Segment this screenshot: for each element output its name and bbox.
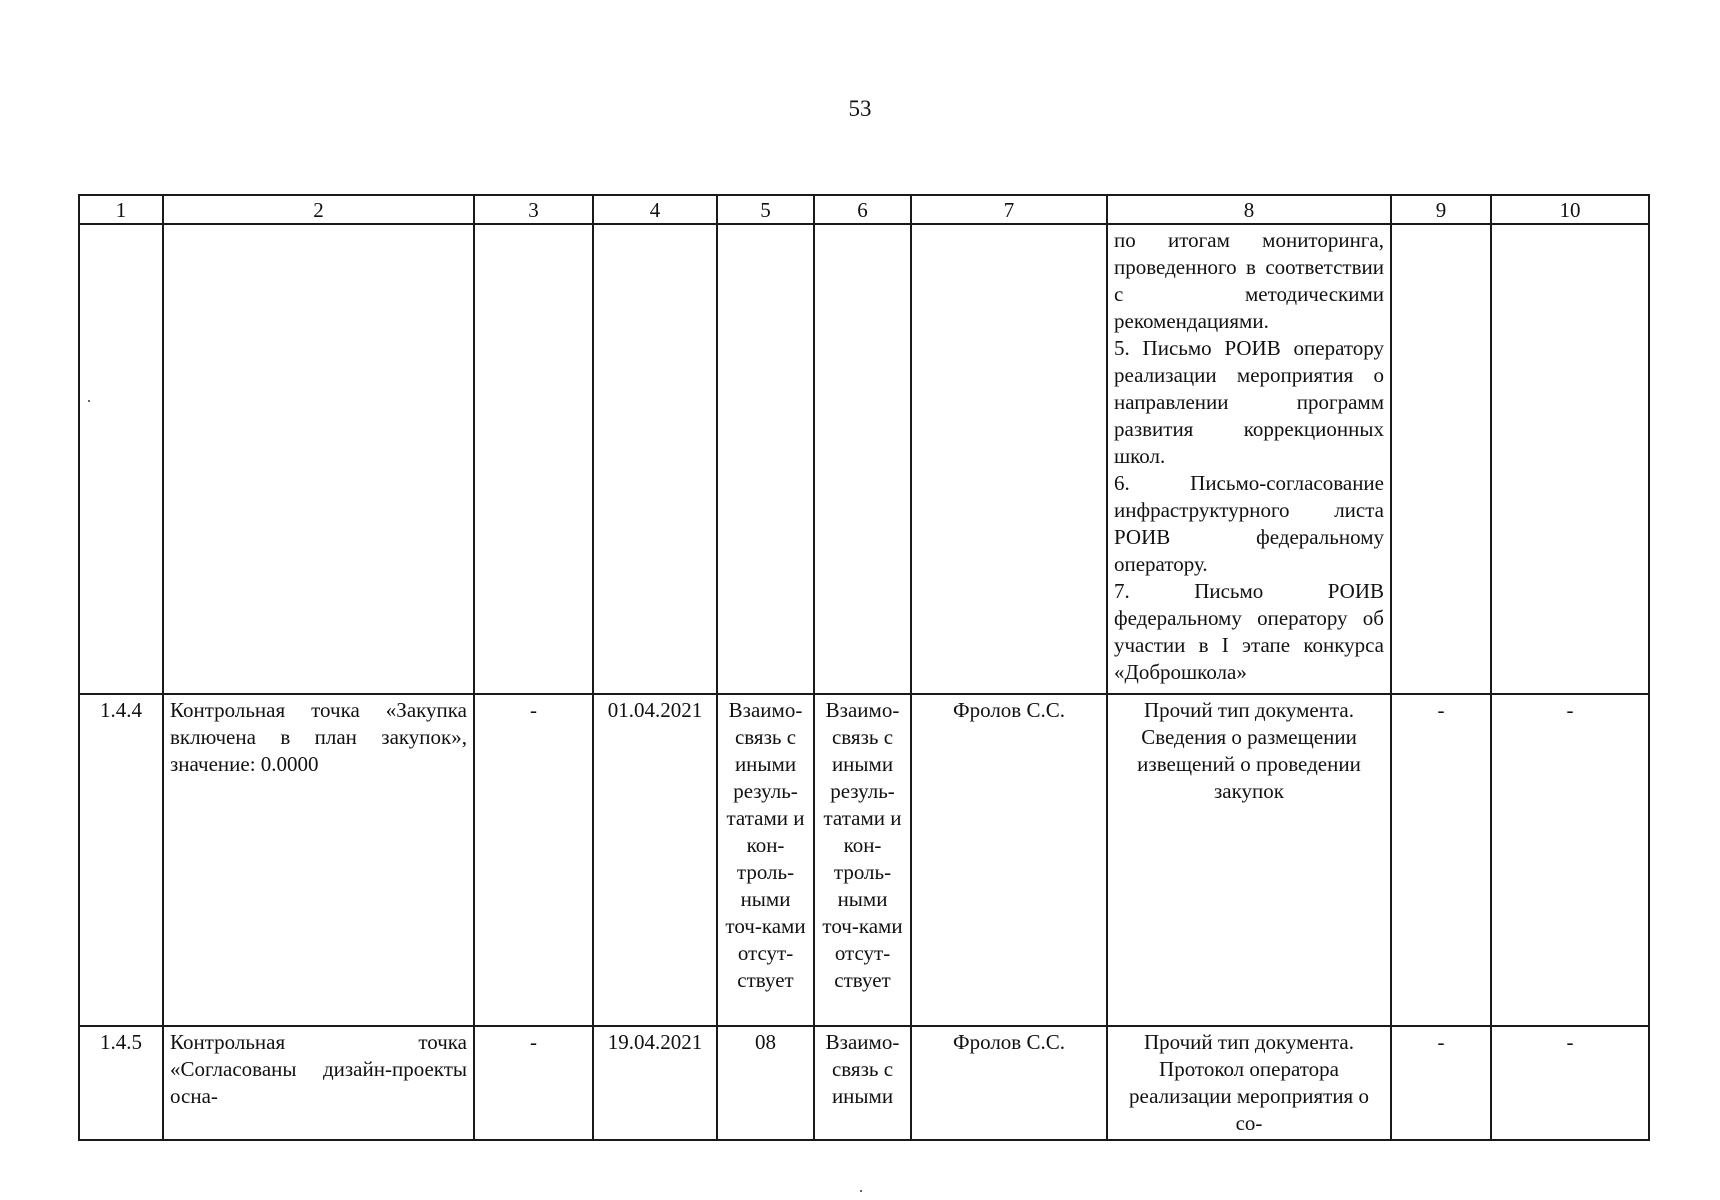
table-cell: -: [474, 694, 593, 1026]
document-cell: Прочий тип документа. Сведения о размещении извещений о проведении закупок: [1107, 694, 1391, 1026]
column-header: 9: [1391, 195, 1491, 224]
date-cell: 01.04.2021: [593, 694, 717, 1026]
responsible-cell: Фролов С.С.: [911, 1026, 1107, 1140]
table-cell: -: [474, 1026, 593, 1140]
column-header: 10: [1491, 195, 1649, 224]
column-header: 2: [163, 195, 474, 224]
column-header: 1: [79, 195, 163, 224]
row-number-cell: 1.4.4: [79, 694, 163, 1026]
column-header: 5: [717, 195, 814, 224]
table-cell: [814, 224, 911, 694]
table-cell: [163, 224, 474, 694]
table-cell: -: [1391, 1026, 1491, 1140]
column-header: 7: [911, 195, 1107, 224]
name-cell: Контрольная точка «Закупка включена в план закупок», значение: 0.0000: [163, 694, 474, 1026]
table-cell: [474, 224, 593, 694]
table-cell: [593, 224, 717, 694]
document-table: [78, 194, 1650, 1141]
table-row: [79, 1026, 1649, 1140]
table-cell: -: [1391, 694, 1491, 1026]
scan-speck: [88, 400, 90, 402]
table-cell: [911, 224, 1107, 694]
table-header-row: [79, 195, 1649, 224]
column-header: 8: [1107, 195, 1391, 224]
relation-cell: Взаимо-связь с иными резуль-татами и кон-троль-ными точ-ками отсут-ствует: [814, 694, 911, 1026]
table-cell: -: [1491, 694, 1649, 1026]
column-header: 4: [593, 195, 717, 224]
relation-cell: Взаимо-связь с иными резуль-татами и кон-троль-ными точ-ками отсут-ствует: [717, 694, 814, 1026]
date-cell: 19.04.2021: [593, 1026, 717, 1140]
table-cell: [1491, 224, 1649, 694]
name-cell: Контрольная точка «Согласованы дизайн-проекты осна-: [163, 1026, 474, 1140]
table-cell: [79, 224, 163, 694]
relation-cell: 08: [717, 1026, 814, 1140]
column-header: 3: [474, 195, 593, 224]
document-cell: Прочий тип документа. Протокол оператора реализации мероприятия о со-: [1107, 1026, 1391, 1140]
document-cell: по итогам мониторинга, проведенного в соответствии с методическими рекомендациями. 5. Письмо РОИВ оператору реализации мероприятия о направлении программ развития коррекционных школ. 6. Письмо-согласование инфраструктурного листа РОИВ федеральному оператору. 7. Письмо РОИВ федеральному оператору об участии в I этапе конкурса «Доброшкола»: [1107, 224, 1391, 694]
table-row-continuation: [79, 224, 1649, 694]
page-number: 53: [848, 96, 872, 121]
table-cell: -: [1491, 1026, 1649, 1140]
scan-speck: [860, 1190, 862, 1192]
table-cell: [1391, 224, 1491, 694]
table-cell: [717, 224, 814, 694]
relation-cell: Взаимо-связь с иными: [814, 1026, 911, 1140]
responsible-cell: Фролов С.С.: [911, 694, 1107, 1026]
row-number-cell: 1.4.5: [79, 1026, 163, 1140]
column-header: 6: [814, 195, 911, 224]
table-row: [79, 694, 1649, 1026]
